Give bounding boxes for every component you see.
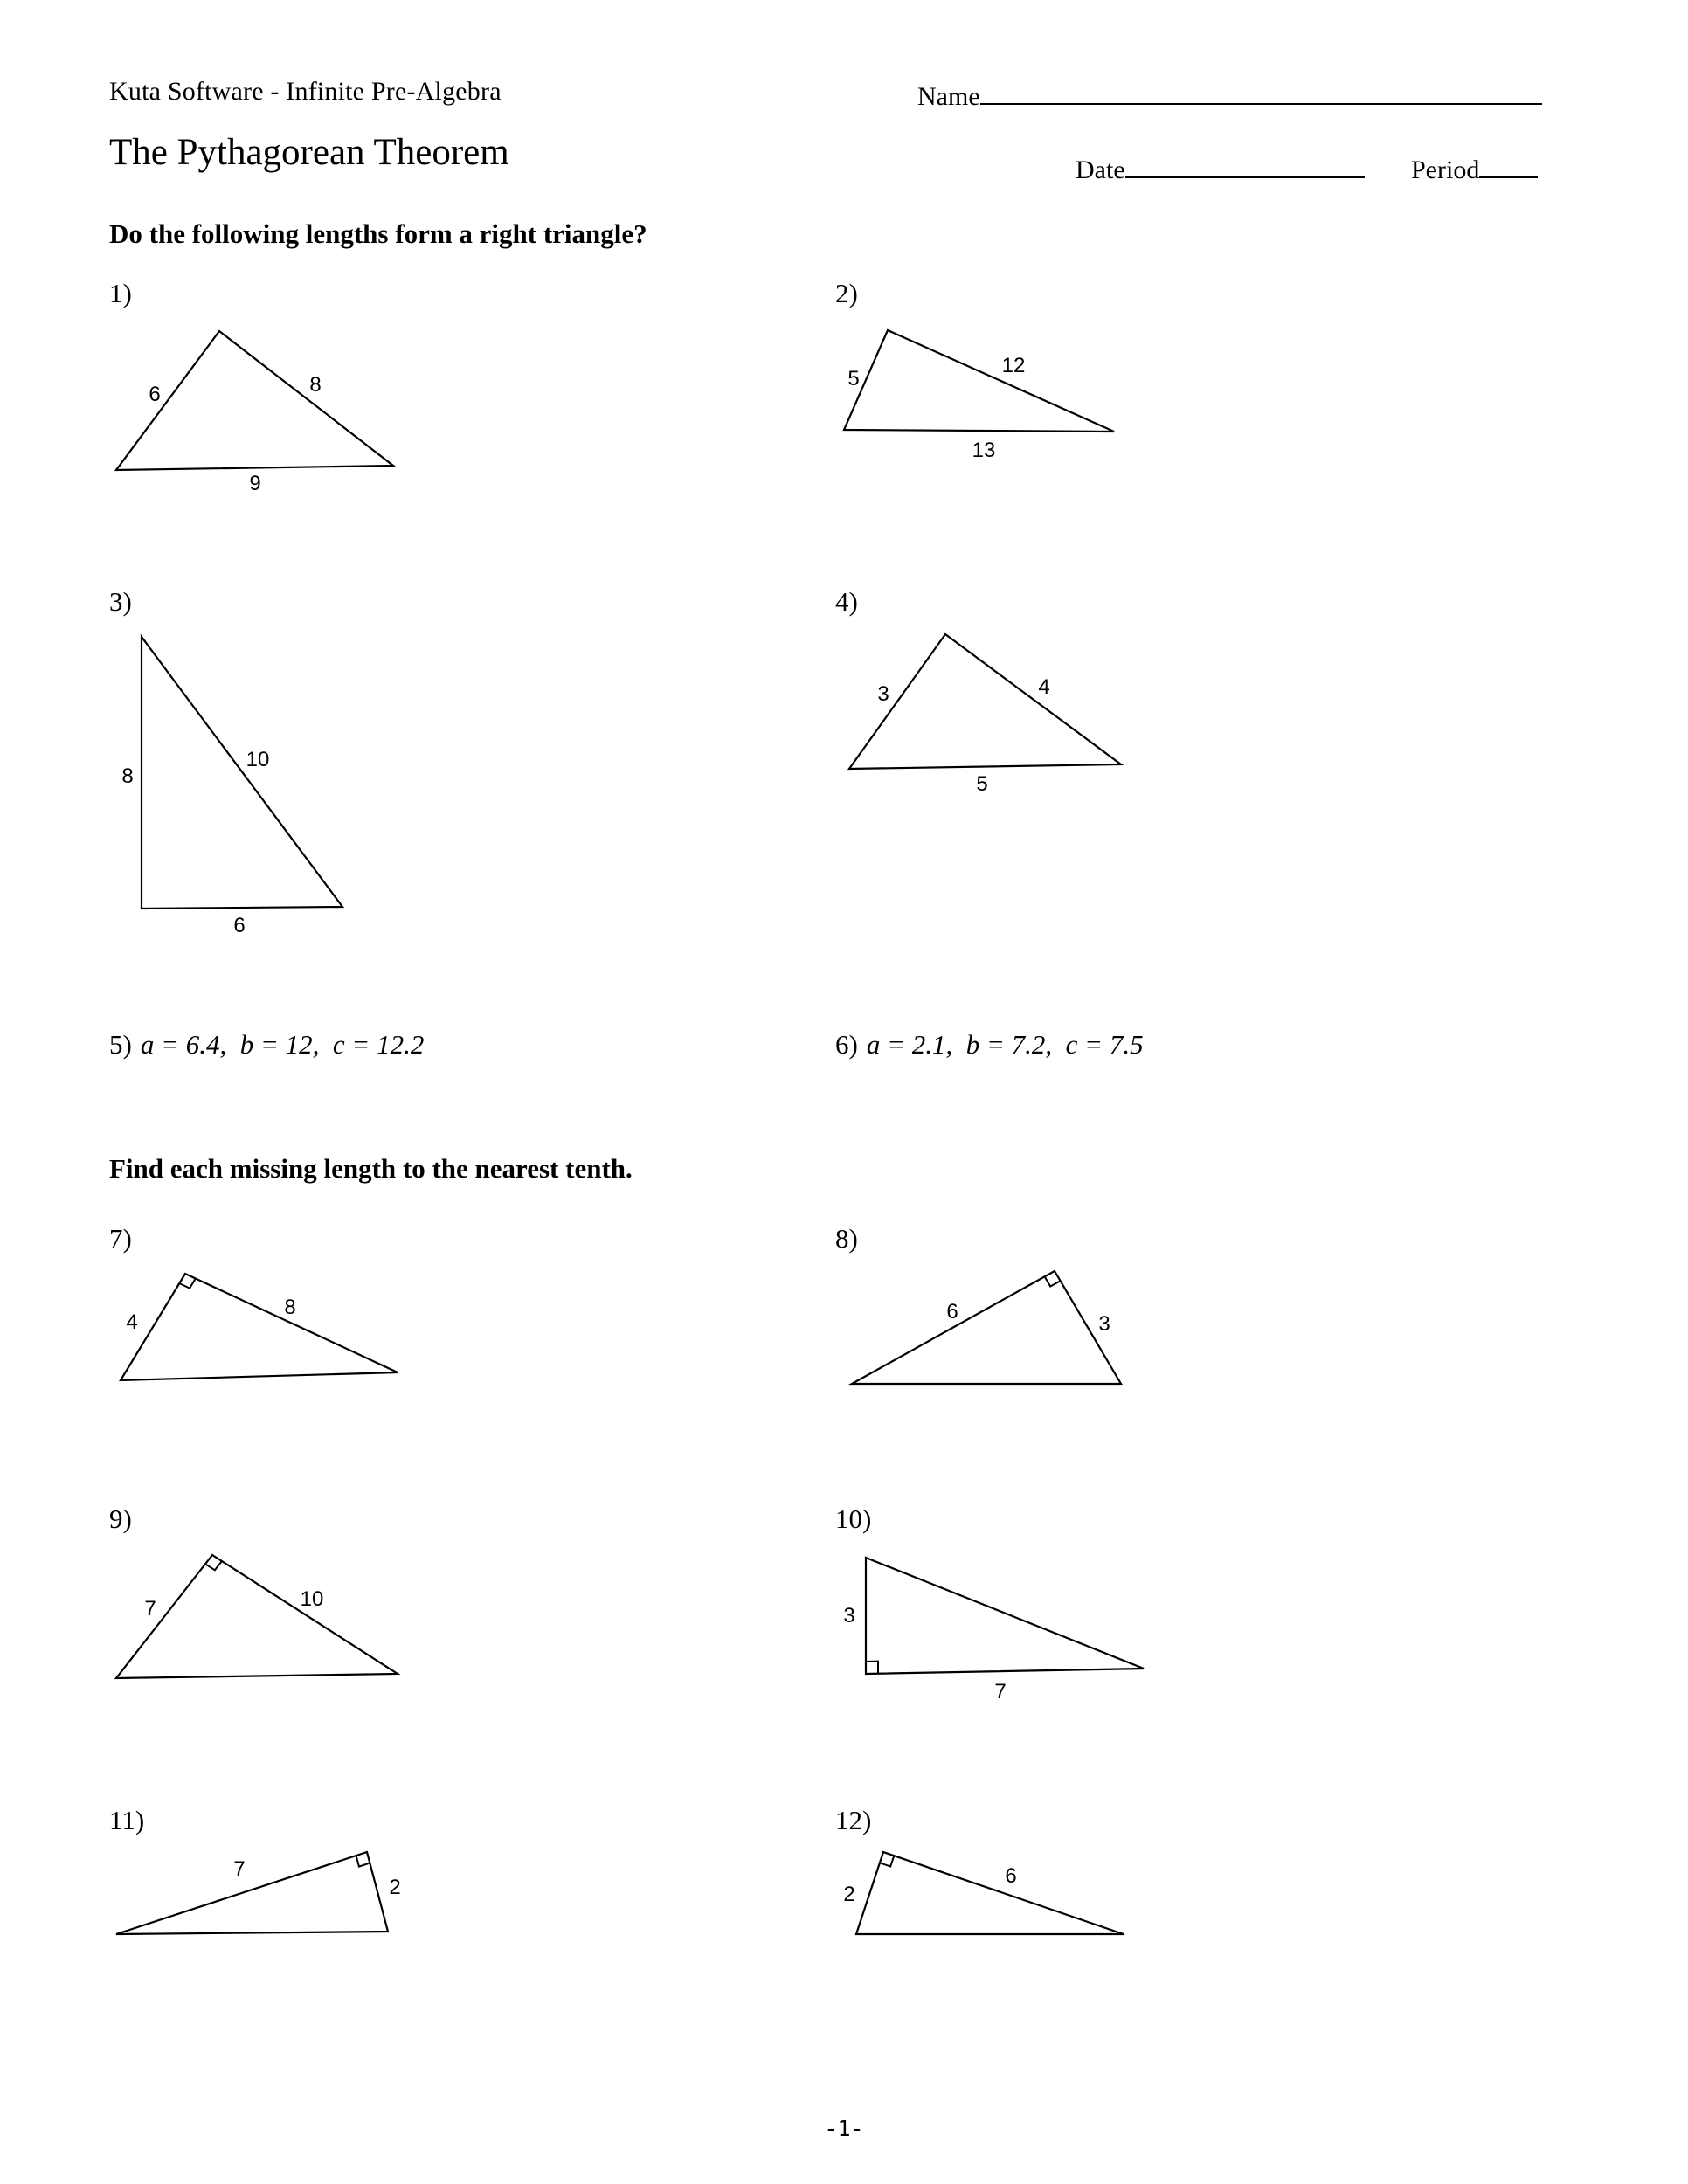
period-label: Period	[1411, 156, 1480, 184]
side-label: 6	[149, 383, 161, 406]
side-label: 8	[309, 373, 322, 397]
side-label: 9	[249, 472, 261, 495]
side-label: 5	[847, 367, 860, 390]
problem-7	[109, 1223, 459, 1415]
triangle-figure	[835, 321, 1132, 444]
side-label: 12	[1001, 354, 1026, 377]
triangle-figure	[109, 1844, 406, 1949]
problem-12	[835, 1805, 1185, 1971]
triangle-outline	[116, 1555, 398, 1678]
period-blank-line	[1479, 150, 1538, 178]
problem-3	[109, 586, 398, 962]
problem-number: 10)	[835, 1503, 872, 1534]
problem-number: 5)	[109, 1029, 132, 1060]
problem-number: 4)	[835, 586, 858, 617]
side-label: 3	[1098, 1312, 1110, 1336]
side-label: 4	[126, 1310, 138, 1334]
side-label: 5	[976, 772, 988, 796]
problem-number: 6)	[835, 1029, 858, 1060]
problem-8	[835, 1223, 1185, 1424]
side-label: 10	[300, 1587, 324, 1611]
triangle-figure	[109, 1265, 415, 1387]
side-label: 4	[1038, 675, 1050, 699]
side-label: 3	[843, 1604, 855, 1628]
triangle-outline	[856, 1852, 1124, 1934]
side-label: 6	[1005, 1864, 1017, 1888]
period-row	[1411, 150, 1538, 185]
problem-1	[109, 278, 459, 531]
date-label: Date	[1076, 156, 1125, 184]
triangle-figure	[835, 1844, 1141, 1945]
name-row	[917, 77, 1542, 112]
given-side-lengths: a = 2.1, b = 7.2, c = 7.5	[866, 1029, 1144, 1060]
problem-5	[109, 1029, 424, 1061]
triangle-figure	[835, 1262, 1141, 1398]
section-2-heading: Find each missing length to the nearest tenth.	[109, 1153, 633, 1184]
problem-4	[835, 586, 1185, 831]
problem-number: 2)	[835, 278, 858, 308]
problem-number: 1)	[109, 278, 132, 308]
triangle-outline	[121, 1274, 398, 1380]
problem-6	[835, 1029, 1144, 1061]
triangle-outline	[844, 330, 1114, 432]
problem-9	[109, 1503, 459, 1713]
page-number: -1-	[824, 2116, 864, 2141]
side-label: 3	[877, 682, 889, 706]
triangle-figure	[835, 1549, 1159, 1684]
worksheet-title: The Pythagorean Theorem	[109, 132, 509, 173]
side-label: 7	[994, 1680, 1007, 1704]
brand-title: Kuta Software - Infinite Pre-Algebra	[109, 77, 502, 106]
side-label: 2	[843, 1883, 855, 1906]
problem-number: 8)	[835, 1223, 858, 1254]
side-label: 7	[144, 1597, 156, 1621]
date-row	[1076, 150, 1365, 185]
given-side-lengths: a = 6.4, b = 12, c = 12.2	[140, 1029, 425, 1060]
problem-number: 3)	[109, 586, 132, 617]
right-angle-marker	[205, 1561, 222, 1570]
problem-number: 11)	[109, 1805, 145, 1835]
side-label: 6	[233, 914, 246, 937]
name-label: Name	[917, 82, 980, 111]
side-label: 8	[284, 1296, 296, 1319]
side-label: 2	[389, 1876, 401, 1899]
problem-2	[835, 278, 1185, 514]
problem-11	[109, 1805, 459, 1971]
side-label: 7	[233, 1857, 246, 1881]
triangle-figure	[109, 628, 371, 916]
triangle-outline	[116, 1852, 388, 1934]
triangle-outline	[866, 1558, 1144, 1674]
side-label: 6	[946, 1300, 958, 1324]
right-angle-marker	[866, 1662, 878, 1674]
problem-10	[835, 1503, 1202, 1722]
problem-number: 12)	[835, 1805, 872, 1835]
side-label: 10	[246, 748, 270, 771]
problem-number: 9)	[109, 1503, 132, 1534]
triangle-outline	[849, 634, 1121, 769]
side-label: 13	[972, 439, 996, 462]
date-blank-line	[1125, 150, 1365, 178]
problem-number: 7)	[109, 1223, 132, 1254]
triangle-outline	[142, 637, 342, 909]
section-1-heading: Do the following lengths form a right triangle?	[109, 218, 647, 249]
triangle-outline	[852, 1271, 1121, 1384]
name-blank-line	[980, 77, 1542, 105]
side-label: 8	[121, 764, 134, 788]
